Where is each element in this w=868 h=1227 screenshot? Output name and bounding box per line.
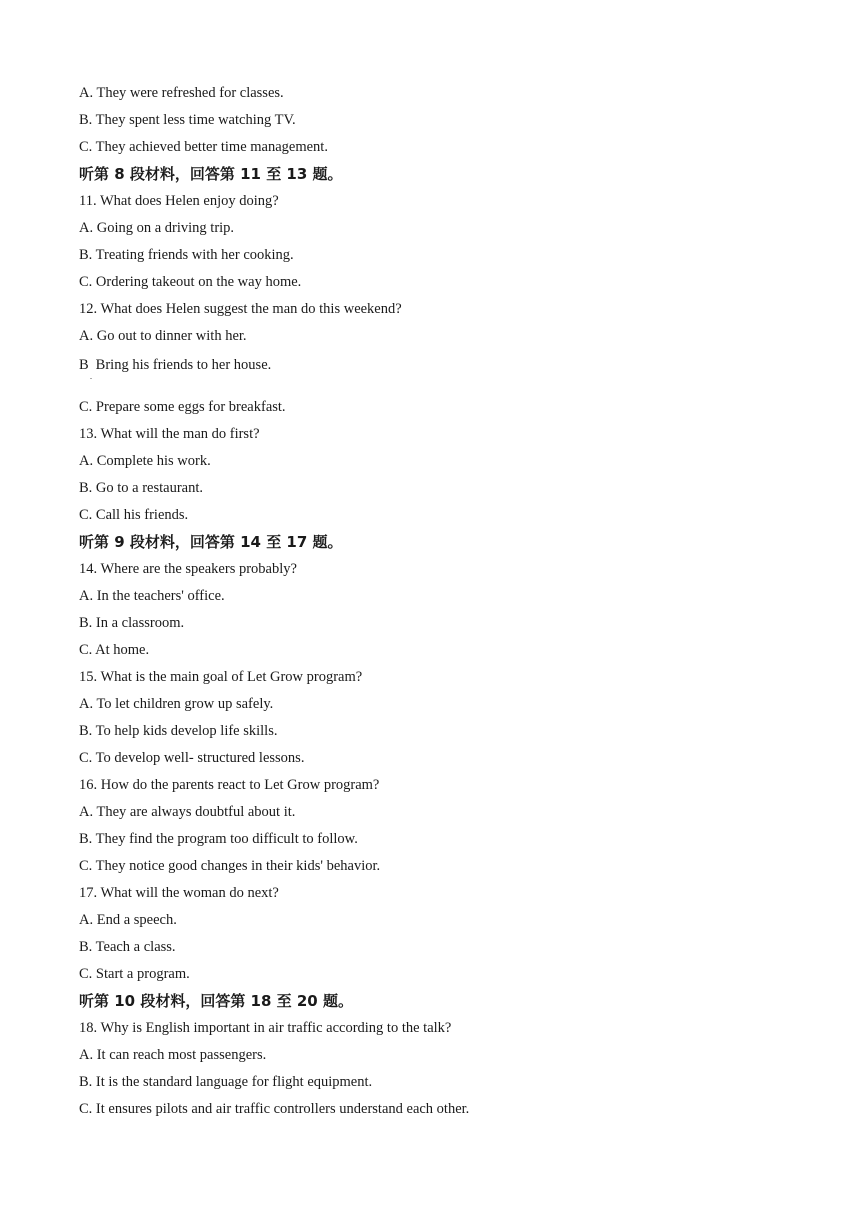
stray-dot: . [90, 372, 92, 381]
option-text: Bring his friends to her house. [95, 357, 272, 373]
section-heading: 听第 8 段材料，回答第 11 至 13 题。 [79, 165, 343, 183]
question: 17. What will the woman do next? [79, 885, 279, 901]
option-c: C. Start a program. [79, 966, 190, 982]
option-b: B. In a classroom. [79, 615, 185, 631]
section-heading: 听第 9 段材料，回答第 14 至 17 题。 [79, 533, 343, 551]
option-b: B. Go to a restaurant. [79, 480, 204, 496]
option-c: C. To develop well- structured lessons. [79, 750, 305, 766]
question: 15. What is the main goal of Let Grow program? [79, 669, 363, 685]
option-a: A. In the teachers' office. [79, 588, 225, 604]
option-b [79, 350, 819, 394]
question: 16. How do the parents react to Let Grow program? [79, 777, 380, 793]
option-a: A. They were refreshed for classes. [79, 85, 284, 101]
option-a: A. Going on a driving trip. [79, 220, 235, 236]
option-b: B. Treating friends with her cooking. [79, 247, 294, 263]
option-a: A. Complete his work. [79, 453, 211, 469]
option-b: B. They find the program too difficult to follow. [79, 831, 358, 847]
option-c: C. It ensures pilots and air traffic controllers understand each other. [79, 1101, 470, 1117]
question: 18. Why is English important in air traffic according to the talk? [79, 1020, 452, 1036]
option-c: C. Prepare some eggs for breakfast. [79, 399, 286, 415]
option-b: B. To help kids develop life skills. [79, 723, 278, 739]
option-a: A. To let children grow up safely. [79, 696, 274, 712]
option-a: A. End a speech. [79, 912, 177, 928]
question: 14. Where are the speakers probably? [79, 561, 297, 577]
option-a: A. It can reach most passengers. [79, 1047, 267, 1063]
option-c: C. They notice good changes in their kids' behavior. [79, 858, 381, 874]
option-a: A. Go out to dinner with her. [79, 328, 247, 344]
option-letter: B [79, 357, 89, 373]
option-c: C. They achieved better time management. [79, 139, 328, 155]
option-c: C. Call his friends. [79, 507, 189, 523]
section-heading: 听第 10 段材料，回答第 18 至 20 题。 [79, 992, 353, 1010]
question: 13. What will the man do first? [79, 426, 260, 442]
option-b: B. Teach a class. [79, 939, 176, 955]
document-page [79, 80, 819, 1123]
option-c: C. Ordering takeout on the way home. [79, 274, 302, 290]
option-b: B. They spent less time watching TV. [79, 112, 296, 128]
option-a: A. They are always doubtful about it. [79, 804, 296, 820]
question: 12. What does Helen suggest the man do this weekend? [79, 301, 402, 317]
question: 11. What does Helen enjoy doing? [79, 193, 279, 209]
option-c: C. At home. [79, 642, 150, 658]
option-b: B. It is the standard language for flight equipment. [79, 1074, 373, 1090]
